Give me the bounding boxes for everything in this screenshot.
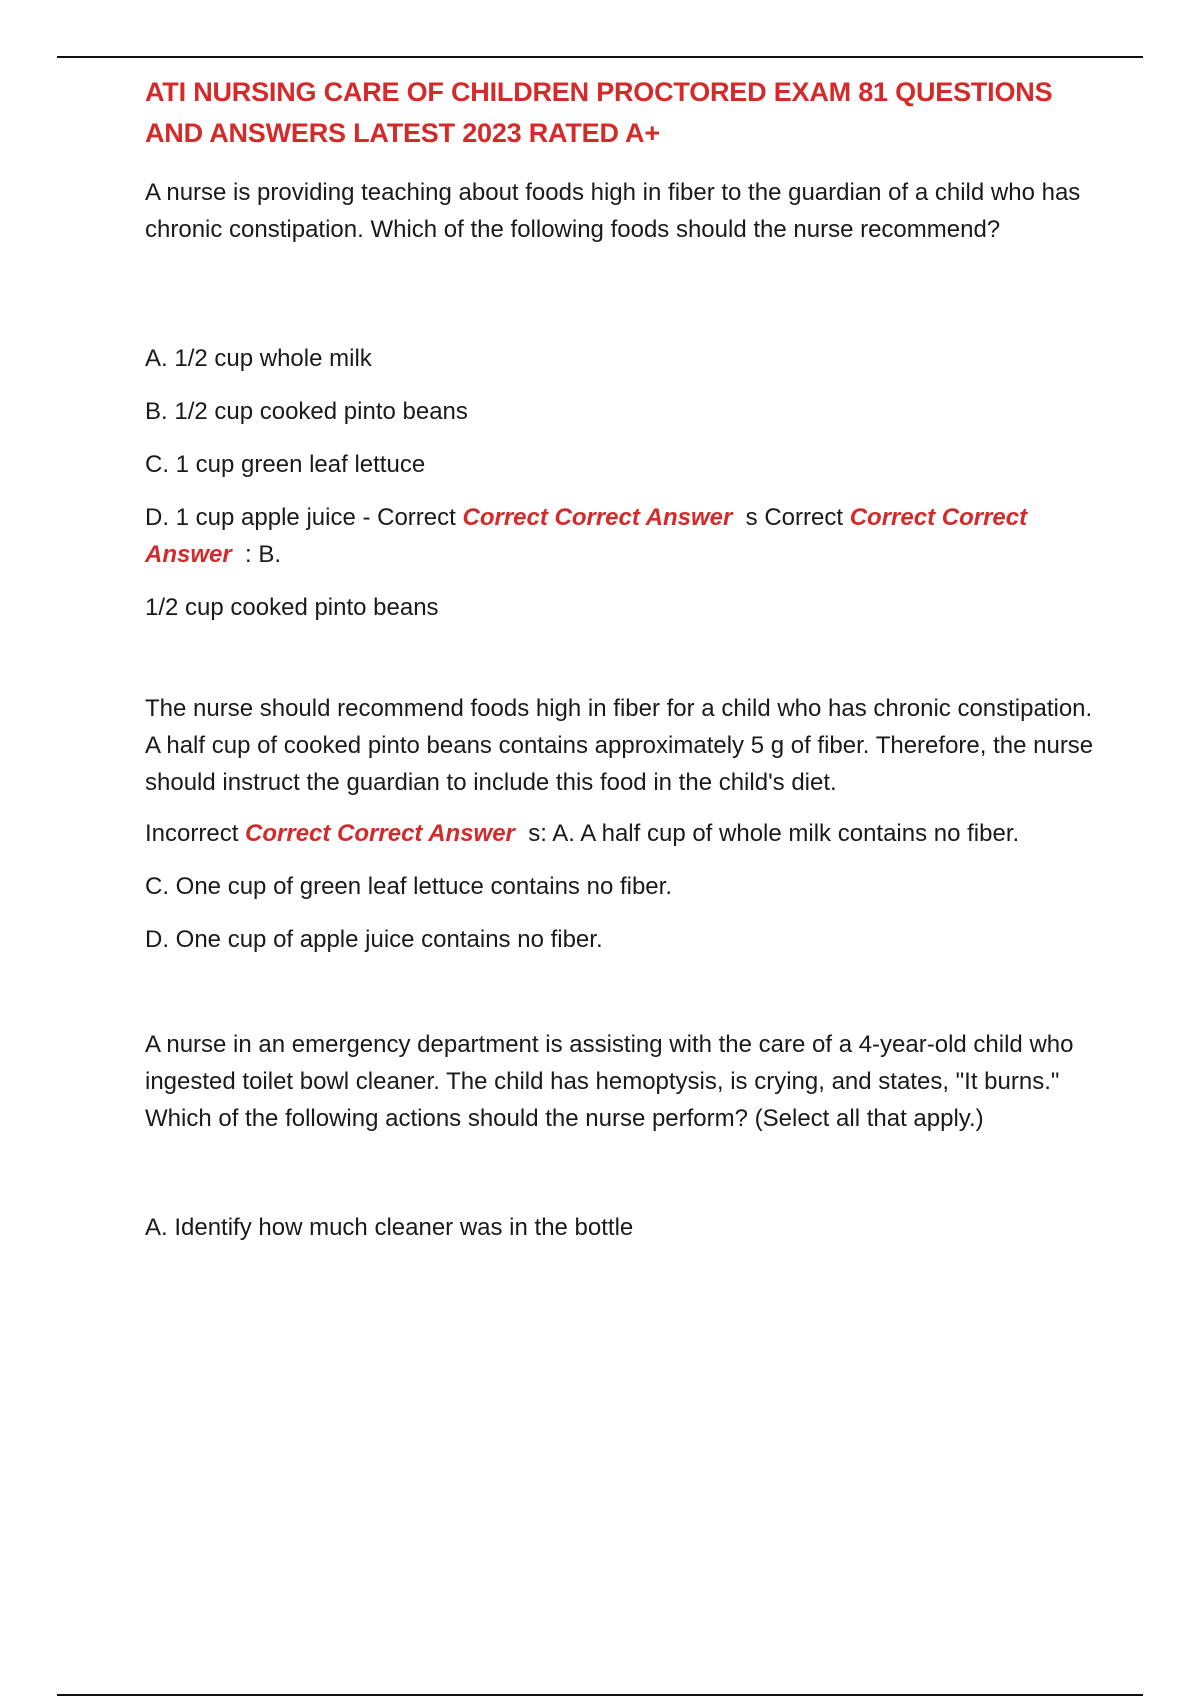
question-1-stem: A nurse is providing teaching about foods high in fiber to the guardian of a child who has chronic constipation. Which of the following foods should the nurse recommend? — [145, 179, 1081, 243]
bottom-rule — [57, 1694, 1143, 1696]
top-rule — [57, 56, 1143, 58]
question-2-stem: A nurse in an emergency department is assisting with the care of a 4-year-old child who ingested toilet bowl cleaner. The child has hemoptysis, is crying, and states, "It burns." Which of the following actions should the nurse perform? (Select all that apply.) — [145, 1031, 1074, 1132]
question-1-incorrect-d: D. One cup of apple juice contains no fiber. — [145, 926, 603, 953]
question-2-option-a: A. Identify how much cleaner was in the bottle — [145, 1214, 634, 1241]
question-1-option-d — [145, 499, 1100, 573]
question-1-option-c: C. 1 cup green leaf lettuce — [145, 451, 426, 478]
correct-answer-label: Correct Correct Answer — [462, 504, 733, 531]
question-1-incorrect-a — [145, 815, 1100, 852]
question-1-incorrect-c: C. One cup of green leaf lettuce contains no fiber. — [145, 873, 672, 900]
question-1-option-a: A. 1/2 cup whole milk — [145, 345, 372, 372]
question-1-answer: 1/2 cup cooked pinto beans — [145, 594, 439, 621]
incorrect-prefix: Incorrect — [145, 820, 246, 847]
option-d-middle-text: s Correct — [732, 504, 850, 531]
question-1-rationale: The nurse should recommend foods high in fiber for a child who has chronic constipation. A half cup of cooked pinto beans contains approximately 5 g of fiber. Therefore, the nurse should instruct the guardian to include this food in the child's diet. — [145, 695, 1094, 796]
incorrect-suffix: s: A. A half cup of whole milk contains no fiber. — [514, 820, 1020, 847]
option-d-text: D. 1 cup apple juice - Correct — [145, 504, 463, 531]
option-d-suffix-text: : B. — [231, 541, 282, 568]
question-1-option-b: B. 1/2 cup cooked pinto beans — [145, 398, 468, 425]
correct-answer-label: Correct Correct Answer — [145, 504, 1028, 568]
correct-answer-label: Correct Correct Answer — [245, 820, 515, 847]
document-body — [145, 72, 1100, 1246]
document-title: ATI NURSING CARE OF CHILDREN PROCTORED EXAM 81 QUESTIONS AND ANSWERS LATEST 2023 RATED A+ — [145, 77, 1053, 148]
